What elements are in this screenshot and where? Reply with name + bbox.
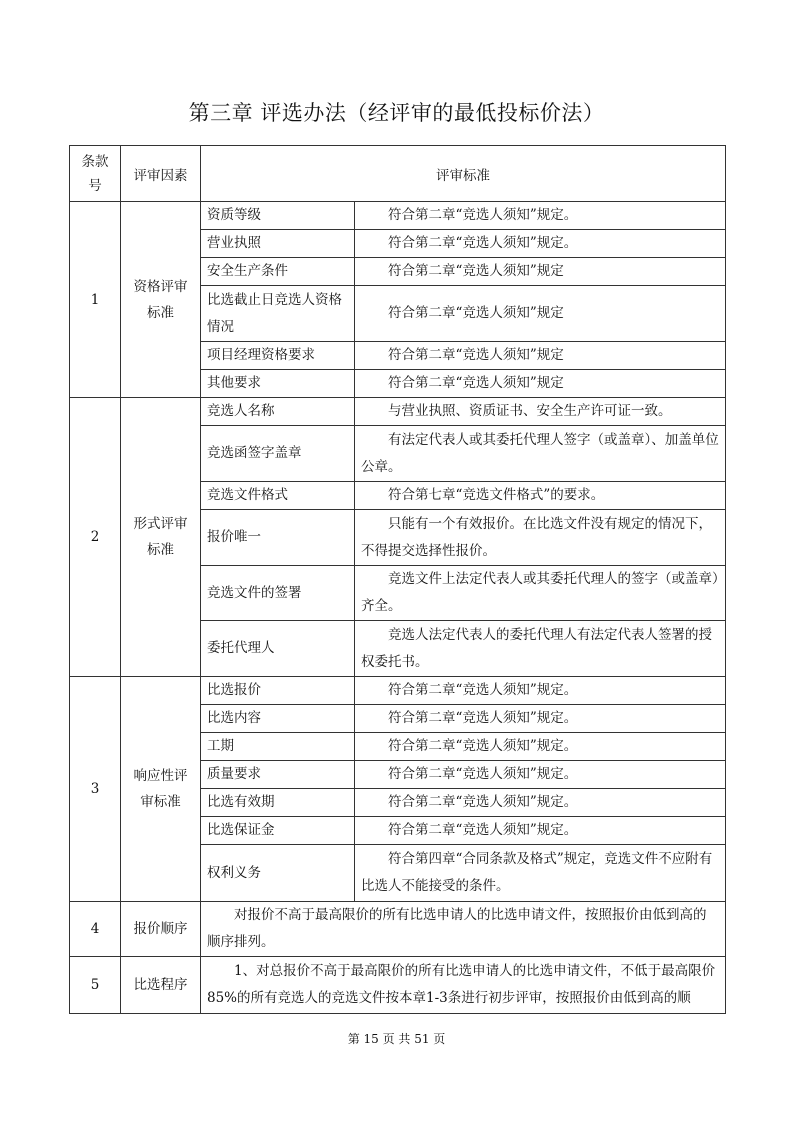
item-cell: 工期	[201, 733, 355, 761]
item-cell: 比选保证金	[201, 817, 355, 845]
standard-cell: 符合第二章“竞选人须知”规定	[355, 370, 726, 398]
header-clause: 条款号	[70, 146, 121, 202]
factor-label: 资格评审标准	[121, 202, 201, 398]
item-cell: 委托代理人	[201, 621, 355, 677]
standard-cell: 符合第二章“竞选人须知”规定。	[355, 817, 726, 845]
standard-cell: 符合第二章“竞选人须知”规定	[355, 258, 726, 286]
table-row	[70, 398, 726, 426]
standard-cell: 符合第二章“竞选人须知”规定	[355, 342, 726, 370]
standard-cell: 只能有一个有效报价。在比选文件没有规定的情况下，不得提交选择性报价。	[355, 510, 726, 566]
table-row	[70, 202, 726, 230]
clause-number: 5	[70, 957, 121, 1014]
item-cell: 比选有效期	[201, 789, 355, 817]
standard-cell: 符合第二章“竞选人须知”规定	[355, 286, 726, 342]
standard-cell: 符合第二章“竞选人须知”规定。	[355, 705, 726, 733]
item-cell: 比选内容	[201, 705, 355, 733]
clause-number: 2	[70, 398, 121, 677]
factor-label: 报价顺序	[121, 902, 201, 957]
standard-cell: 竞选文件上法定代表人或其委托代理人的签字（或盖章）齐全。	[355, 566, 726, 621]
item-cell: 比选截止日竞选人资格情况	[201, 286, 355, 342]
standard-cell: 符合第二章“竞选人须知”规定。	[355, 202, 726, 230]
standard-cell: 符合第二章“竞选人须知”规定。	[355, 789, 726, 817]
standard-cell: 符合第二章“竞选人须知”规定。	[355, 761, 726, 789]
page-number: 第 15 页 共 51 页	[347, 1032, 446, 1046]
table-row	[70, 677, 726, 705]
item-cell: 竞选文件的签署	[201, 566, 355, 621]
factor-label: 形式评审标准	[121, 398, 201, 677]
item-cell: 竞选函签字盖章	[201, 426, 355, 482]
standard-cell: 1、对总报价不高于最高限价的所有比选申请人的比选申请文件，不低于最高限价85%的所有竞选人的竞选文件按本章1-3条进行初步评审，按照报价由低到高的顺	[201, 957, 726, 1014]
factor-label: 比选程序	[121, 957, 201, 1014]
standard-cell: 符合第二章“竞选人须知”规定。	[355, 677, 726, 705]
header-factor: 评审因素	[121, 146, 201, 202]
standard-cell: 有法定代表人或其委托代理人签字（或盖章）、加盖单位公章。	[355, 426, 726, 482]
evaluation-table	[69, 145, 726, 1014]
item-cell: 项目经理资格要求	[201, 342, 355, 370]
standard-cell: 竞选人法定代表人的委托代理人有法定代表人签署的授权委托书。	[355, 621, 726, 677]
table-row	[70, 902, 726, 957]
item-cell: 权利义务	[201, 845, 355, 902]
item-cell: 质量要求	[201, 761, 355, 789]
standard-cell: 符合第七章“竞选文件格式”的要求。	[355, 482, 726, 510]
item-cell: 竞选人名称	[201, 398, 355, 426]
standard-cell: 符合第四章“合同条款及格式”规定，竞选文件不应附有比选人不能接受的条件。	[355, 845, 726, 902]
standard-cell: 对报价不高于最高限价的所有比选申请人的比选申请文件，按照报价由低到高的顺序排列。	[201, 902, 726, 957]
clause-number: 3	[70, 677, 121, 902]
header-standard: 评审标准	[201, 146, 726, 202]
item-cell: 比选报价	[201, 677, 355, 705]
page-title: 第三章 评选办法（经评审的最低投标价法）	[188, 101, 605, 125]
item-cell: 其他要求	[201, 370, 355, 398]
item-cell: 营业执照	[201, 230, 355, 258]
table-row	[70, 957, 726, 1014]
item-cell: 资质等级	[201, 202, 355, 230]
item-cell: 报价唯一	[201, 510, 355, 566]
item-cell: 竞选文件格式	[201, 482, 355, 510]
table-header-row	[70, 146, 726, 202]
standard-cell: 符合第二章“竞选人须知”规定。	[355, 230, 726, 258]
item-cell: 安全生产条件	[201, 258, 355, 286]
factor-label: 响应性评审标准	[121, 677, 201, 902]
standard-cell: 与营业执照、资质证书、安全生产许可证一致。	[355, 398, 726, 426]
clause-number: 1	[70, 202, 121, 398]
clause-number: 4	[70, 902, 121, 957]
standard-cell: 符合第二章“竞选人须知”规定。	[355, 733, 726, 761]
